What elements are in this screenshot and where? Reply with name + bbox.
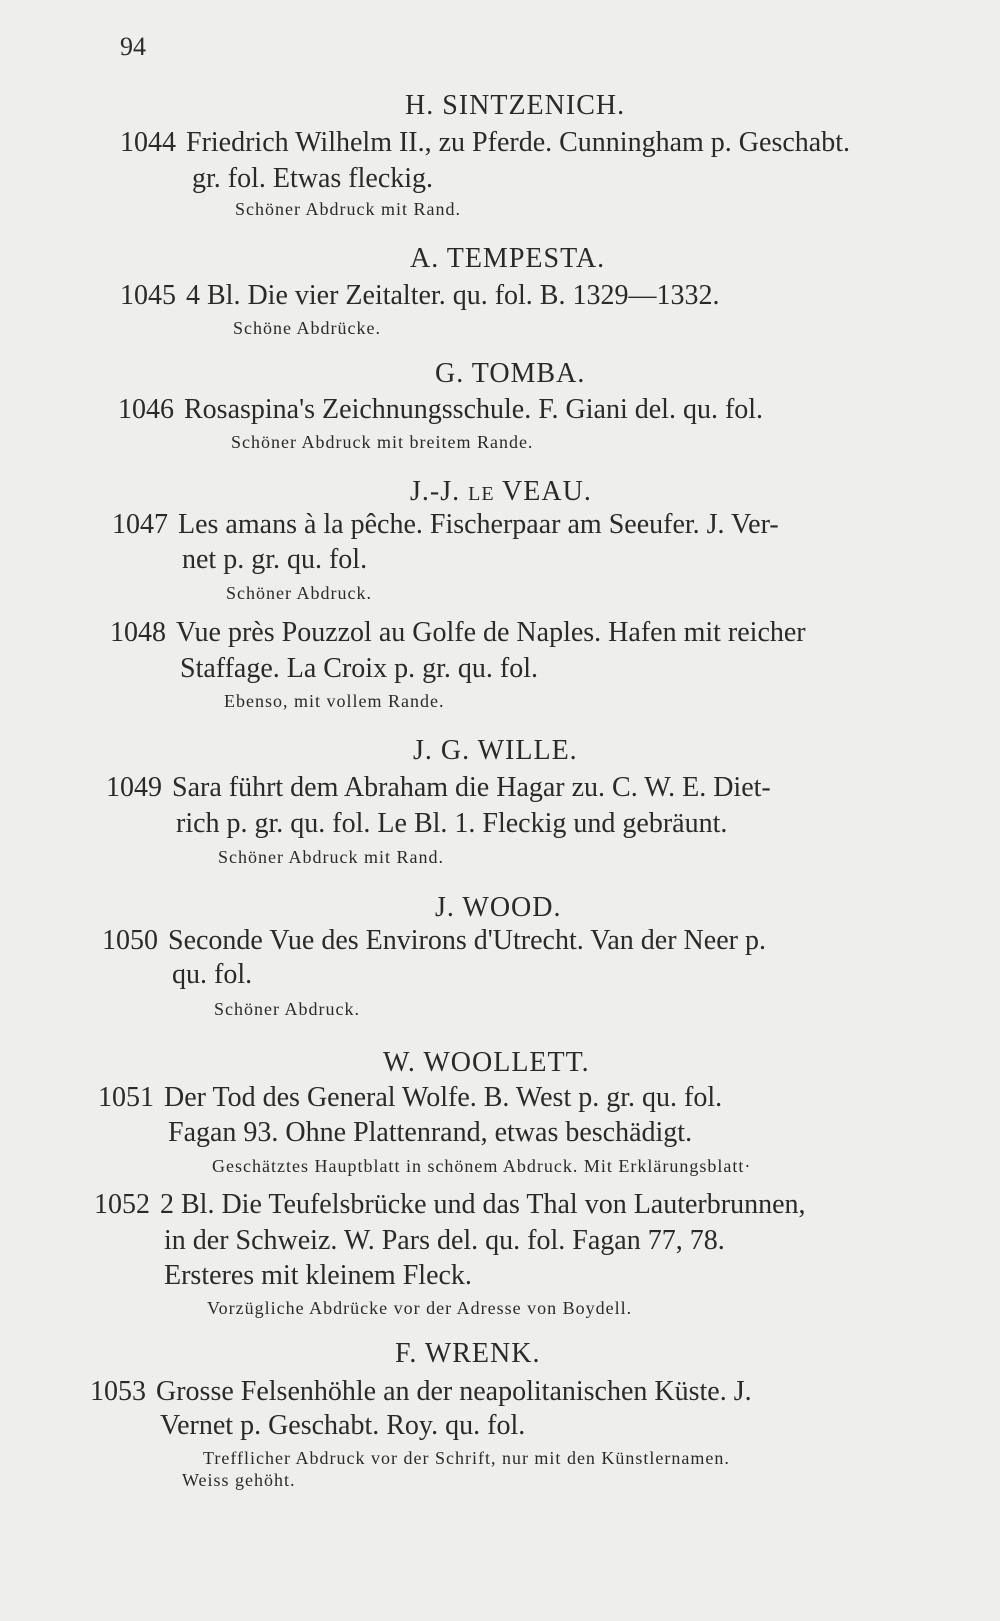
lot-number: 1053 [90,1376,146,1407]
lot-number: 1048 [110,617,166,648]
lot-number: 1045 [120,280,176,311]
entry-line: 1049 Sara führt dem Abraham die Hagar zu. C. W. E. Diet- [106,772,771,803]
entry-note: Schöner Abdruck. [226,583,372,603]
section-heading: J. WOOD. [435,892,562,923]
page-number: 94 [120,32,146,61]
section-heading: G. TOMBA. [435,358,586,389]
section-heading: J. G. WILLE. [413,735,578,766]
entry-line: 1044 Friedrich Wilhelm II., zu Pferde. Cunningham p. Geschabt. [120,127,850,158]
entry-line: gr. fol. Etwas fleckig. [192,163,434,194]
entry-line: 1046 Rosaspina's Zeichnungsschule. F. Giani del. qu. fol. [118,394,764,425]
entry-line: Staffage. La Croix p. gr. qu. fol. [180,653,538,684]
section-heading: H. SINTZENICH. [405,90,626,121]
lot-number: 1052 [94,1189,150,1220]
entry-line: 1051 Der Tod des General Wolfe. B. West p. gr. qu. fol. [98,1082,723,1113]
entry-line: Ersteres mit kleinem Fleck. [164,1260,472,1291]
entry-line: 1048 Vue près Pouzzol au Golfe de Naples. Hafen mit reicher [110,617,806,648]
entry-note: Geschätztes Hauptblatt in schönem Abdruck. Mit Erklärungsblatt· [212,1156,752,1176]
entry-line: 1052 2 Bl. Die Teufelsbrücke und das Thal von Lauterbrunnen, [94,1189,806,1220]
lot-number: 1046 [118,394,174,425]
entry-line: 1053 Grosse Felsenhöhle an der neapolitanischen Küste. J. [90,1376,752,1407]
section-heading: J.-J. LE VEAU. [410,476,592,507]
entry-note: Schöner Abdruck mit Rand. [218,847,444,867]
entry-note: Schöner Abdruck mit breitem Rande. [231,432,534,452]
entry-line: 1050 Seconde Vue des Environs d'Utrecht. Van der Neer p. [102,925,766,956]
entry-note: Schöner Abdruck. [214,999,360,1019]
section-heading: F. WRENK. [395,1338,541,1369]
entry-note: Trefflicher Abdruck vor der Schrift, nur mit den Künstlernamen. [203,1448,730,1468]
lot-number: 1047 [112,509,168,540]
lot-number: 1049 [106,772,162,803]
entry-line: Vernet p. Geschabt. Roy. qu. fol. [160,1410,526,1441]
lot-number: 1051 [98,1082,154,1113]
entry-note: Ebenso, mit vollem Rande. [224,691,445,711]
entry-line: net p. gr. qu. fol. [182,544,368,575]
lot-number: 1044 [120,127,176,158]
small-caps-text: LE [468,483,495,505]
entry-note: Schöne Abdrücke. [233,318,381,338]
entry-line: 1045 4 Bl. Die vier Zeitalter. qu. fol. B. 1329—1332. [120,280,720,311]
entry-line: in der Schweiz. W. Pars del. qu. fol. Fagan 77, 78. [164,1225,725,1256]
entry-note: Weiss gehöht. [182,1470,296,1490]
entry-line: Fagan 93. Ohne Plattenrand, etwas beschädigt. [168,1117,693,1148]
lot-number: 1050 [102,925,158,956]
section-heading: W. WOOLLETT. [383,1047,590,1078]
entry-line: 1047 Les amans à la pêche. Fischerpaar am Seeufer. J. Ver- [112,509,779,540]
entry-line: qu. fol. [172,959,253,990]
entry-note: Schöner Abdruck mit Rand. [235,199,461,219]
entry-note: Vorzügliche Abdrücke vor der Adresse von Boydell. [207,1298,633,1318]
section-heading: A. TEMPESTA. [410,243,606,274]
entry-line: rich p. gr. qu. fol. Le Bl. 1. Fleckig und gebräunt. [176,808,728,839]
